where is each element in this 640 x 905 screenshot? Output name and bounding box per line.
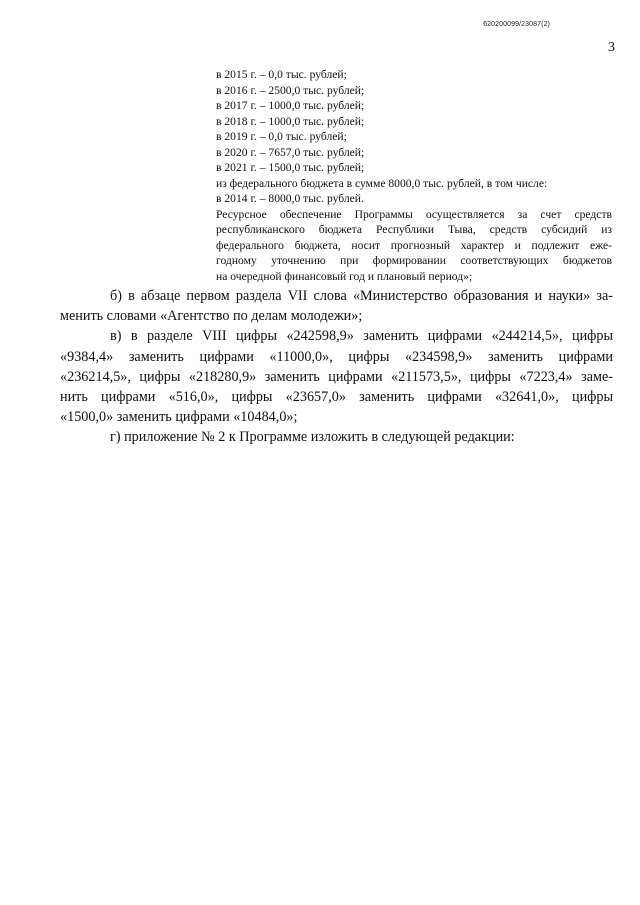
- paragraph-b: [60, 286, 613, 326]
- budget-year-line-2016: в 2016 г. – 2500,0 тыс. рублей;: [216, 83, 365, 97]
- federal-budget-2014: в 2014 г. – 8000,0 тыс. рублей.: [216, 192, 364, 205]
- paragraph-g: [60, 427, 613, 447]
- budget-year-line-2020: в 2020 г. – 7657,0 тыс. рублей;: [216, 145, 365, 159]
- budget-year-line-2017: в 2017 г. – 1000,0 тыс. рублей;: [216, 99, 365, 112]
- resource-provision-paragraph: [216, 207, 612, 285]
- paragraph-v-line: «9384,4» заменить цифрами «11000,0», цифры «234598,9» заменить цифрами: [60, 348, 613, 365]
- budget-year-line-2019: в 2019 г. – 0,0 тыс. рублей;: [216, 130, 347, 143]
- federal-budget-intro: из федерального бюджета в сумме 8000,0 тыс. рублей, в том числе:: [216, 176, 548, 190]
- paragraph-b-line: б) в абзаце первом раздела VII слова «Министерство образования и науки» за-: [110, 288, 613, 304]
- budget-year-line-2018: в 2018 г. – 1000,0 тыс. рублей;: [216, 114, 365, 128]
- budget-year-line-2021: в 2021 г. – 1500,0 тыс. рублей;: [216, 161, 365, 174]
- resource-line: республиканского бюджета Республики Тыва, средств субсидий из: [216, 223, 612, 236]
- paragraph-v: [60, 326, 613, 427]
- resource-line: Ресурсное обеспечение Программы осуществляется за счет средств: [216, 207, 612, 221]
- paragraph-v-line: в) в разделе VIII цифры «242598,9» заменить цифрами «244214,5», цифры: [110, 328, 613, 345]
- budget-year-line-2015: в 2015 г. – 0,0 тыс. рублей;: [216, 68, 347, 81]
- paragraph-g-line: г) приложение № 2 к Программе изложить в следующей редакции:: [110, 429, 515, 446]
- amendments-block: [60, 286, 613, 448]
- paragraph-v-line: нить цифрами «516,0», цифры «23657,0» заменить цифрами «32641,0», цифры: [60, 389, 613, 406]
- document-code: 620200099/23087(2): [483, 21, 550, 28]
- paragraph-b-line: менить словами «Агентство по делам молодежи»;: [60, 308, 363, 325]
- paragraph-v-line: «236214,5», цифры «218280,9» заменить цифрами «211573,5», цифры «7223,4» заме-: [60, 368, 613, 385]
- resource-line: на очередной финансовый год и плановый период»;: [216, 269, 473, 283]
- paragraph-v-line: «1500,0» заменить цифрами «10484,0»;: [60, 409, 298, 426]
- budget-continuation-block: [216, 67, 612, 284]
- resource-line: годному уточнению при формировании соответствующих бюджетов: [216, 254, 612, 267]
- page-number: 3: [608, 40, 615, 55]
- resource-line: федерального бюджета, носит прогнозный характер и подлежит еже-: [216, 238, 612, 252]
